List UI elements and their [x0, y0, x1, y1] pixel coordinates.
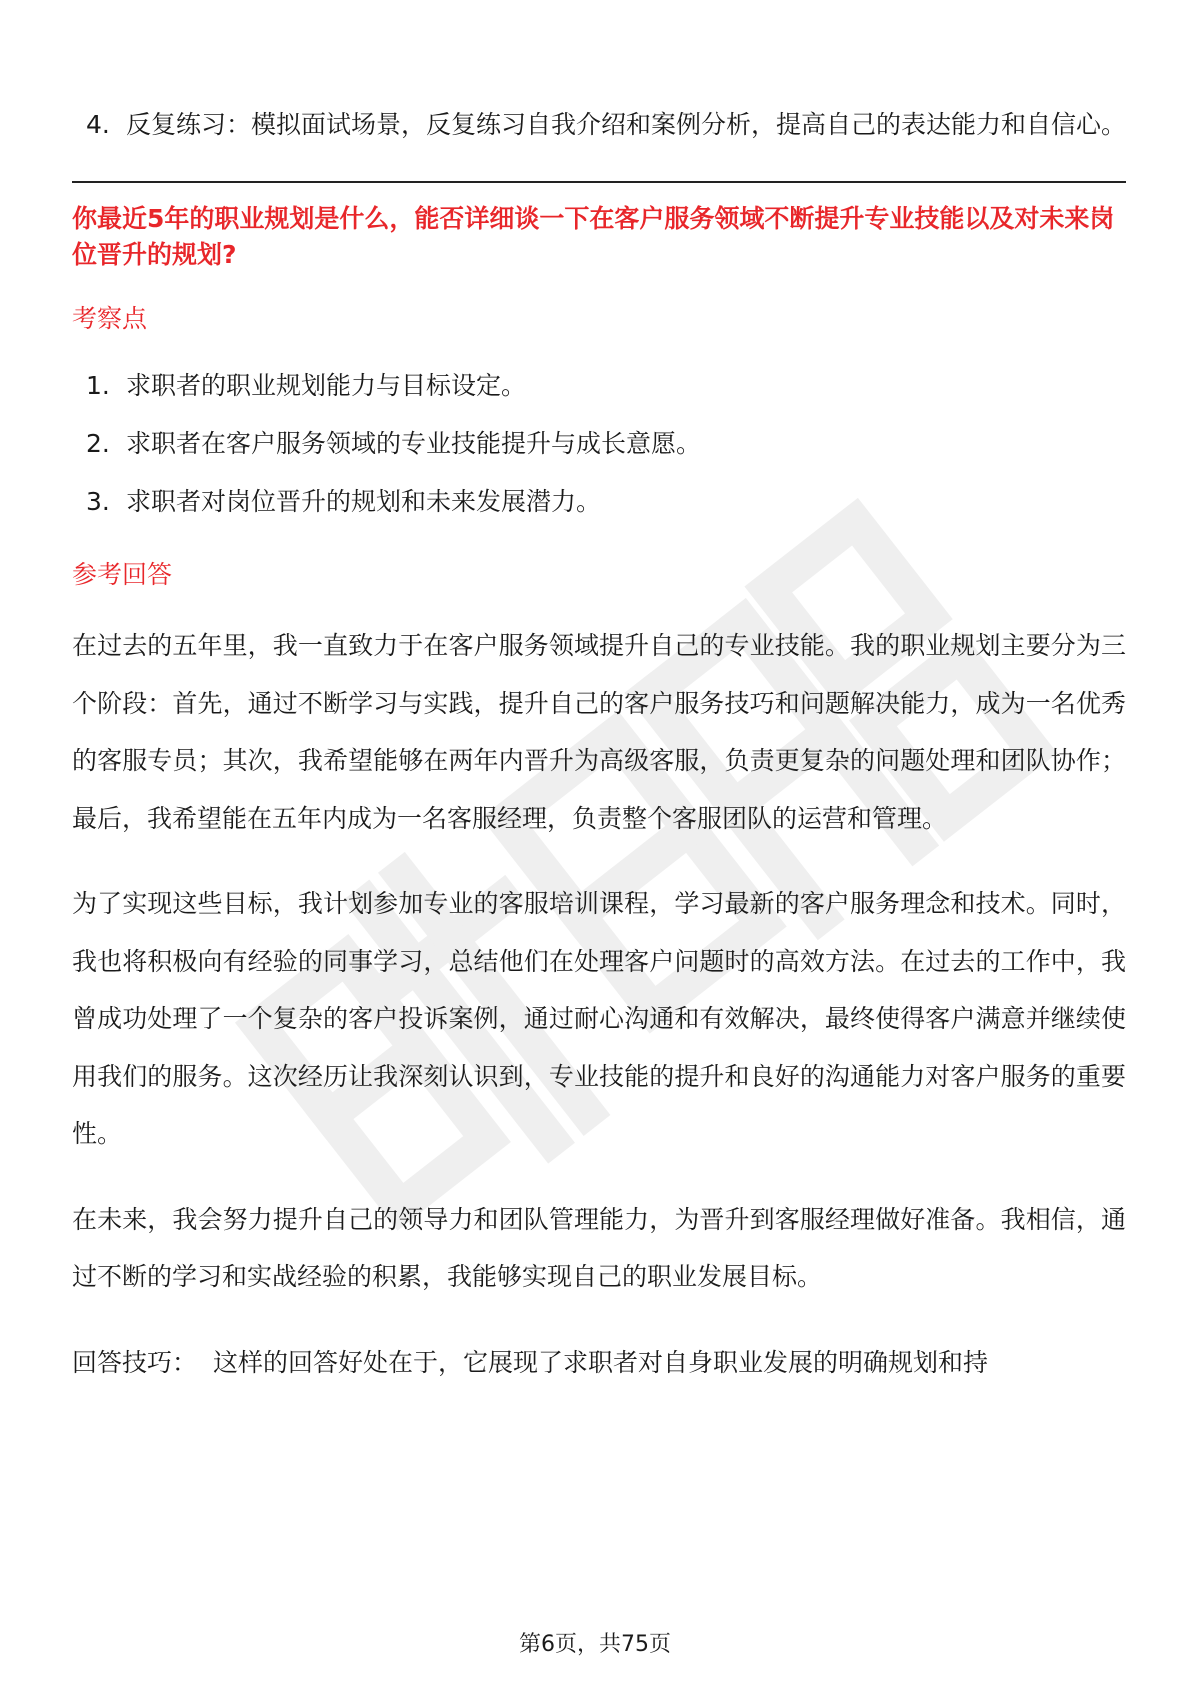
list-item: [72, 415, 1126, 473]
list-item: [72, 96, 1126, 153]
list-item: [72, 357, 1126, 415]
list-item-text: 求职者的职业规划能力与目标设定。: [126, 371, 527, 400]
page-content: [72, 96, 1126, 1391]
answer-paragraph: 在未来，我会努力提升自己的领导力和团队管理能力，为晋升到客服经理做好准备。我相信，通过不断的学习和实战经验的积累，我能够实现自己的职业发展目标。: [72, 1204, 1126, 1291]
assessment-points-list: [72, 357, 1126, 531]
answer-paragraph: 为了实现这些目标，我计划参加专业的客服培训课程，学习最新的客户服务理念和技术。同时，我也将积极向有经验的同事学习，总结他们在处理客户问题时的高效方法。在过去的工作中，我曾成功处理了一个复杂的客户投诉案例，通过耐心沟通和有效解决，最终使得客户满意并继续使用我们的服务。这次经历让我深刻认识到，专业技能的提升和良好的沟通能力对客户服务的重要性。: [72, 889, 1126, 1148]
answer-paragraph: 在过去的五年里，我一直致力于在客户服务领域提升自己的专业技能。我的职业规划主要分为三个阶段：首先，通过不断学习与实践，提升自己的客户服务技巧和问题解决能力，成为一名优秀的客服专员；其次，我希望能够在两年内晋升为高级客服，负责更复杂的问题处理和团队协作；最后，我希望能在五年内成为一名客服经理，负责整个客服团队的运营和管理。: [72, 631, 1126, 833]
list-item-text: 反复练习：模拟面试场景，反复练习自我介绍和案例分析，提高自己的表达能力和自信心。: [126, 110, 1127, 139]
answer-tip: [72, 1334, 1126, 1392]
list-item-number: 3.: [86, 487, 110, 516]
section-divider: [72, 181, 1126, 183]
list-item-number: 4.: [86, 110, 110, 139]
list-item-number: 1.: [86, 371, 110, 400]
list-item-text: 求职者对岗位晋升的规划和未来发展潜力。: [126, 487, 602, 516]
list-item-number: 2.: [86, 429, 110, 458]
list-item-text: 求职者在客户服务领域的专业技能提升与成长意愿。: [126, 429, 702, 458]
previous-list: [72, 96, 1126, 153]
page-number-footer: 第6页，共75页: [519, 1632, 671, 1657]
answer-tip-text: 这样的回答好处在于，它展现了求职者对自身职业发展的明确规划和持: [213, 1347, 989, 1377]
question-heading: 你最近5年的职业规划是什么，能否详细谈一下在客户服务领域不断提升专业技能以及对未来岗位晋升的规划?: [72, 204, 1115, 269]
assessment-points-label: 考察点: [72, 304, 148, 333]
answer-tip-label: 回答技巧：: [72, 1347, 198, 1377]
reference-answer-label: 参考回答: [72, 560, 173, 589]
list-item: [72, 473, 1126, 531]
